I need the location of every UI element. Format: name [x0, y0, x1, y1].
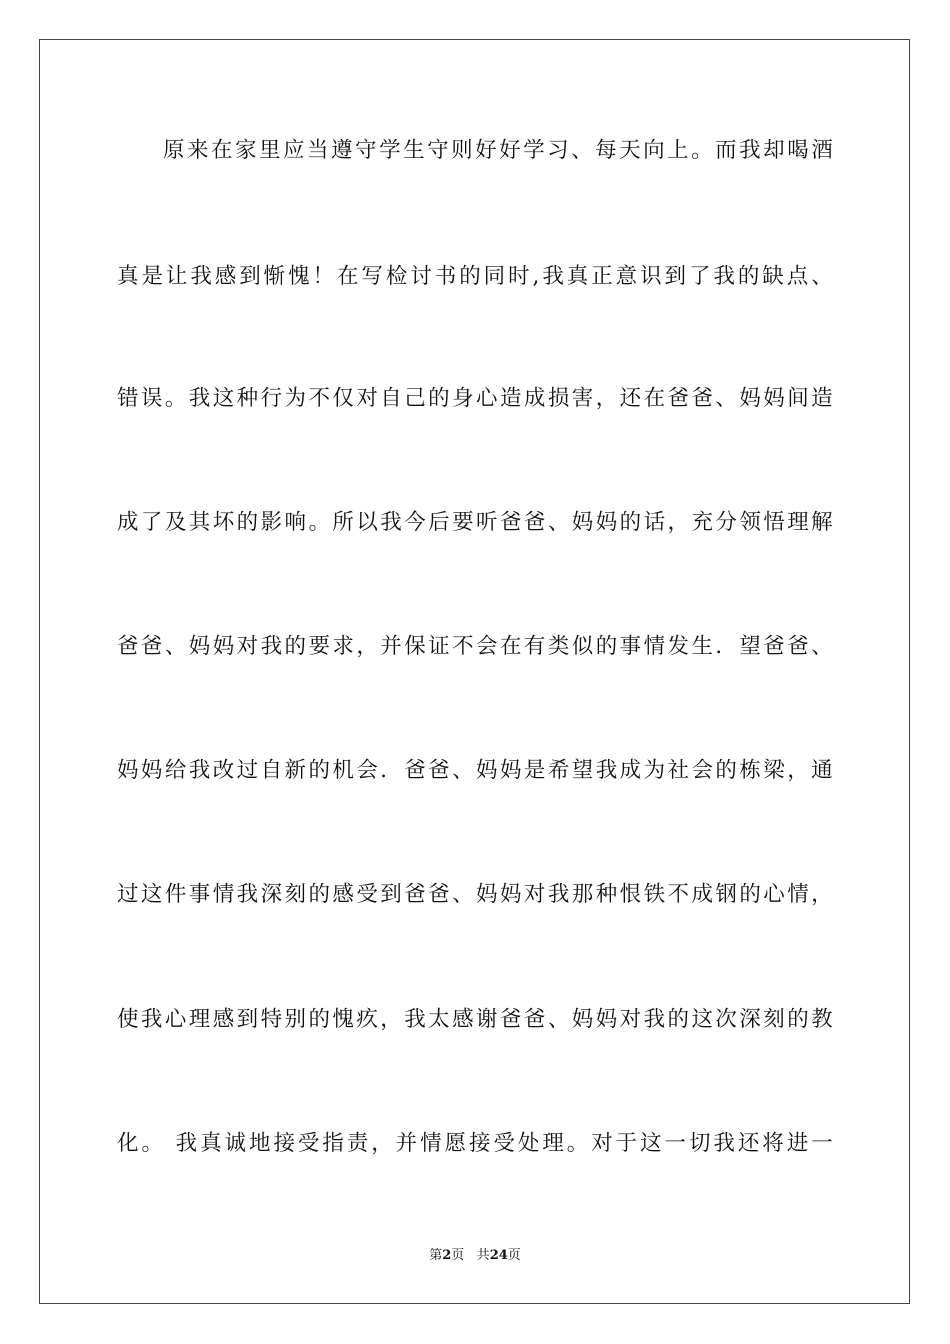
paragraph-line-5: 爸爸、妈妈对我的要求，并保证不会在有类似的事情发生．望爸爸、: [117, 634, 833, 659]
footer-page-prefix: 第: [429, 1248, 443, 1263]
footer-total-suffix: 页: [507, 1248, 521, 1263]
footer-page-suffix: 页: [451, 1248, 465, 1263]
paragraph-line-7: 过这件事情我深刻的感受到爸爸、妈妈对我那种恨铁不成钢的心情，: [117, 882, 833, 907]
paragraph-line-3: 错误。我这种行为不仅对自己的身心造成损害，还在爸爸、妈妈间造: [117, 386, 833, 411]
footer-total-prefix: 共: [476, 1248, 490, 1263]
page-border: [39, 39, 910, 1304]
paragraph-line-8: 使我心理感到特别的愧疚，我太感谢爸爸、妈妈对我的这次深刻的教: [117, 1007, 833, 1032]
paragraph-line-4: 成了及其坏的影响。所以我今后要听爸爸、妈妈的话，充分领悟理解: [117, 510, 833, 535]
paragraph-line-6: 妈妈给我改过自新的机会．爸爸、妈妈是希望我成为社会的栋梁，通: [117, 758, 833, 783]
paragraph-line-1: 原来在家里应当遵守学生守则好好学习、每天向上。而我却喝酒: [163, 138, 833, 163]
page-footer: [0, 1247, 950, 1265]
paragraph-line-9: 化。 我真诚地接受指责，并情愿接受处理。对于这一切我还将进一: [117, 1131, 833, 1156]
footer-page-number: 2: [442, 1248, 452, 1263]
footer-total-pages: 24: [489, 1248, 508, 1263]
paragraph-line-2: 真是让我感到惭愧！在写检讨书的同时,我真正意识到了我的缺点、: [117, 264, 833, 289]
